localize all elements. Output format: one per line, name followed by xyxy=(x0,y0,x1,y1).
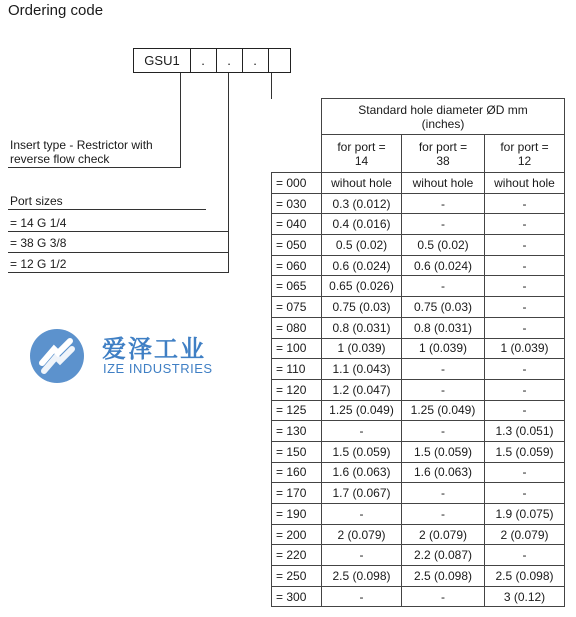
logo-cn-text: 爱泽工业 xyxy=(102,335,206,363)
row-code: = 000 xyxy=(272,173,322,194)
diameter-cell: 1.2 (0.047) xyxy=(322,379,402,400)
code-segment-3 xyxy=(242,48,269,73)
row-code: = 170 xyxy=(272,483,322,504)
diameter-cell: 2 (0.079) xyxy=(485,524,565,545)
diameter-cell: - xyxy=(485,276,565,297)
port-sizes-underline xyxy=(8,209,206,210)
diameter-cell: wihout hole xyxy=(322,173,402,194)
table-row xyxy=(272,297,565,318)
diameter-cell: 2.5 (0.098) xyxy=(402,566,485,587)
diameter-cell: 3 (0.12) xyxy=(485,586,565,607)
connector-line xyxy=(228,73,229,273)
row-code: = 130 xyxy=(272,421,322,442)
row-code: = 060 xyxy=(272,255,322,276)
diameter-cell: 1.5 (0.059) xyxy=(322,441,402,462)
code-sep: . xyxy=(253,53,257,68)
diameter-cell: wihout hole xyxy=(402,173,485,194)
diameter-cell: 0.75 (0.03) xyxy=(402,297,485,318)
diameter-cell: - xyxy=(402,379,485,400)
row-code: = 100 xyxy=(272,338,322,359)
table-row xyxy=(272,566,565,587)
page-title: Ordering code xyxy=(8,2,104,19)
diameter-cell: - xyxy=(322,504,402,525)
row-code: = 075 xyxy=(272,297,322,318)
table-row xyxy=(272,462,565,483)
row-code: = 120 xyxy=(272,379,322,400)
diameter-cell: - xyxy=(322,545,402,566)
column-header-text: for port = 12 xyxy=(500,139,549,168)
connector-line xyxy=(8,167,181,168)
diameter-cell: - xyxy=(485,193,565,214)
divider xyxy=(8,231,229,232)
table-row xyxy=(272,421,565,442)
code-segment-4 xyxy=(268,48,291,73)
diameter-cell: 0.6 (0.024) xyxy=(402,255,485,276)
diameter-cell: 1.5 (0.059) xyxy=(402,441,485,462)
row-code: = 050 xyxy=(272,235,322,256)
row-code: = 200 xyxy=(272,524,322,545)
logo-en-text: IZE INDUSTRIES xyxy=(103,361,213,376)
connector-line xyxy=(180,73,181,167)
diameter-cell: - xyxy=(485,297,565,318)
diameter-cell: - xyxy=(402,359,485,380)
table-row xyxy=(272,214,565,235)
table-header-text: Standard hole diameter ØD mm (inches) xyxy=(358,102,528,131)
diameter-cell: 1.9 (0.075) xyxy=(485,504,565,525)
diameter-cell: 0.5 (0.02) xyxy=(402,235,485,256)
diameter-cell: - xyxy=(485,214,565,235)
diameter-cell: 1.5 (0.059) xyxy=(485,441,565,462)
diameter-cell: - xyxy=(485,400,565,421)
connector-line xyxy=(8,272,229,273)
table-row xyxy=(272,235,565,256)
diameter-cell: 1 (0.039) xyxy=(402,338,485,359)
diameter-cell: - xyxy=(485,483,565,504)
diameter-cell: 0.5 (0.02) xyxy=(322,235,402,256)
table-header xyxy=(322,99,565,135)
port-option: = 12 G 1/2 xyxy=(10,257,67,271)
row-code: = 040 xyxy=(272,214,322,235)
table-row xyxy=(272,173,565,194)
diameter-cell: 0.8 (0.031) xyxy=(402,317,485,338)
diameter-cell: 1.6 (0.063) xyxy=(402,462,485,483)
diameter-cell: 2.5 (0.098) xyxy=(322,566,402,587)
column-header xyxy=(322,135,402,173)
diameter-cell: 1.25 (0.049) xyxy=(402,400,485,421)
table-row xyxy=(272,317,565,338)
hole-diameter-table xyxy=(271,98,565,607)
row-code: = 125 xyxy=(272,400,322,421)
diameter-cell: 0.65 (0.026) xyxy=(322,276,402,297)
row-code: = 080 xyxy=(272,317,322,338)
table-row xyxy=(272,545,565,566)
table-row xyxy=(272,338,565,359)
code-prefix-box xyxy=(133,48,191,73)
diameter-cell: 0.4 (0.016) xyxy=(322,214,402,235)
diameter-cell: - xyxy=(402,483,485,504)
port-option: = 38 G 3/8 xyxy=(10,236,67,250)
code-segment-2 xyxy=(216,48,243,73)
diameter-cell: - xyxy=(322,586,402,607)
ize-logo-icon xyxy=(28,327,86,385)
insert-type-label: Insert type - Restrictor with reverse flow check xyxy=(10,138,153,166)
diameter-cell: 1 (0.039) xyxy=(485,338,565,359)
table-row xyxy=(272,276,565,297)
row-code: = 065 xyxy=(272,276,322,297)
blank-cell xyxy=(272,135,322,173)
code-prefix: GSU1 xyxy=(144,53,180,68)
diameter-cell: - xyxy=(322,421,402,442)
column-header xyxy=(402,135,485,173)
row-code: = 300 xyxy=(272,586,322,607)
diameter-cell: 1.1 (0.043) xyxy=(322,359,402,380)
column-header-text: for port = 14 xyxy=(337,139,386,168)
divider xyxy=(8,252,229,253)
table-row xyxy=(272,193,565,214)
diameter-cell: - xyxy=(402,421,485,442)
diameter-cell: 0.8 (0.031) xyxy=(322,317,402,338)
diameter-cell: 2.2 (0.087) xyxy=(402,545,485,566)
port-sizes-label: Port sizes xyxy=(10,194,63,208)
diameter-cell: 2 (0.079) xyxy=(322,524,402,545)
column-header xyxy=(485,135,565,173)
port-option: = 14 G 1/4 xyxy=(10,216,67,230)
diameter-cell: 0.75 (0.03) xyxy=(322,297,402,318)
diameter-cell: 0.3 (0.012) xyxy=(322,193,402,214)
row-code: = 160 xyxy=(272,462,322,483)
diameter-cell: 2 (0.079) xyxy=(402,524,485,545)
company-logo xyxy=(28,327,223,387)
table-row xyxy=(272,586,565,607)
table-row xyxy=(272,359,565,380)
table-row xyxy=(272,524,565,545)
code-sep: . xyxy=(201,53,205,68)
diameter-cell: - xyxy=(485,255,565,276)
table-row xyxy=(272,379,565,400)
diameter-cell: - xyxy=(485,462,565,483)
row-code: = 220 xyxy=(272,545,322,566)
connector-line xyxy=(271,73,272,99)
diameter-cell: wihout hole xyxy=(485,173,565,194)
diameter-cell: - xyxy=(485,545,565,566)
diameter-cell: - xyxy=(485,317,565,338)
code-segment-1 xyxy=(190,48,217,73)
diameter-cell: - xyxy=(402,586,485,607)
table-row xyxy=(272,441,565,462)
diameter-cell: - xyxy=(485,235,565,256)
diameter-cell: 0.6 (0.024) xyxy=(322,255,402,276)
code-sep: . xyxy=(227,53,231,68)
column-header-text: for port = 38 xyxy=(418,139,468,168)
diameter-cell: - xyxy=(485,359,565,380)
row-code: = 110 xyxy=(272,359,322,380)
diameter-cell: 1.25 (0.049) xyxy=(322,400,402,421)
table-row xyxy=(272,400,565,421)
blank-cell xyxy=(272,99,322,135)
table-row xyxy=(272,255,565,276)
diameter-cell: 1 (0.039) xyxy=(322,338,402,359)
diameter-cell: - xyxy=(402,214,485,235)
table-row xyxy=(272,483,565,504)
row-code: = 030 xyxy=(272,193,322,214)
row-code: = 150 xyxy=(272,441,322,462)
table-row xyxy=(272,504,565,525)
diameter-cell: 2.5 (0.098) xyxy=(485,566,565,587)
diameter-cell: - xyxy=(402,504,485,525)
diameter-cell: - xyxy=(402,276,485,297)
diameter-cell: 1.3 (0.051) xyxy=(485,421,565,442)
row-code: = 250 xyxy=(272,566,322,587)
diameter-cell: 1.6 (0.063) xyxy=(322,462,402,483)
diameter-cell: - xyxy=(485,379,565,400)
diameter-cell: - xyxy=(402,193,485,214)
row-code: = 190 xyxy=(272,504,322,525)
diameter-cell: 1.7 (0.067) xyxy=(322,483,402,504)
